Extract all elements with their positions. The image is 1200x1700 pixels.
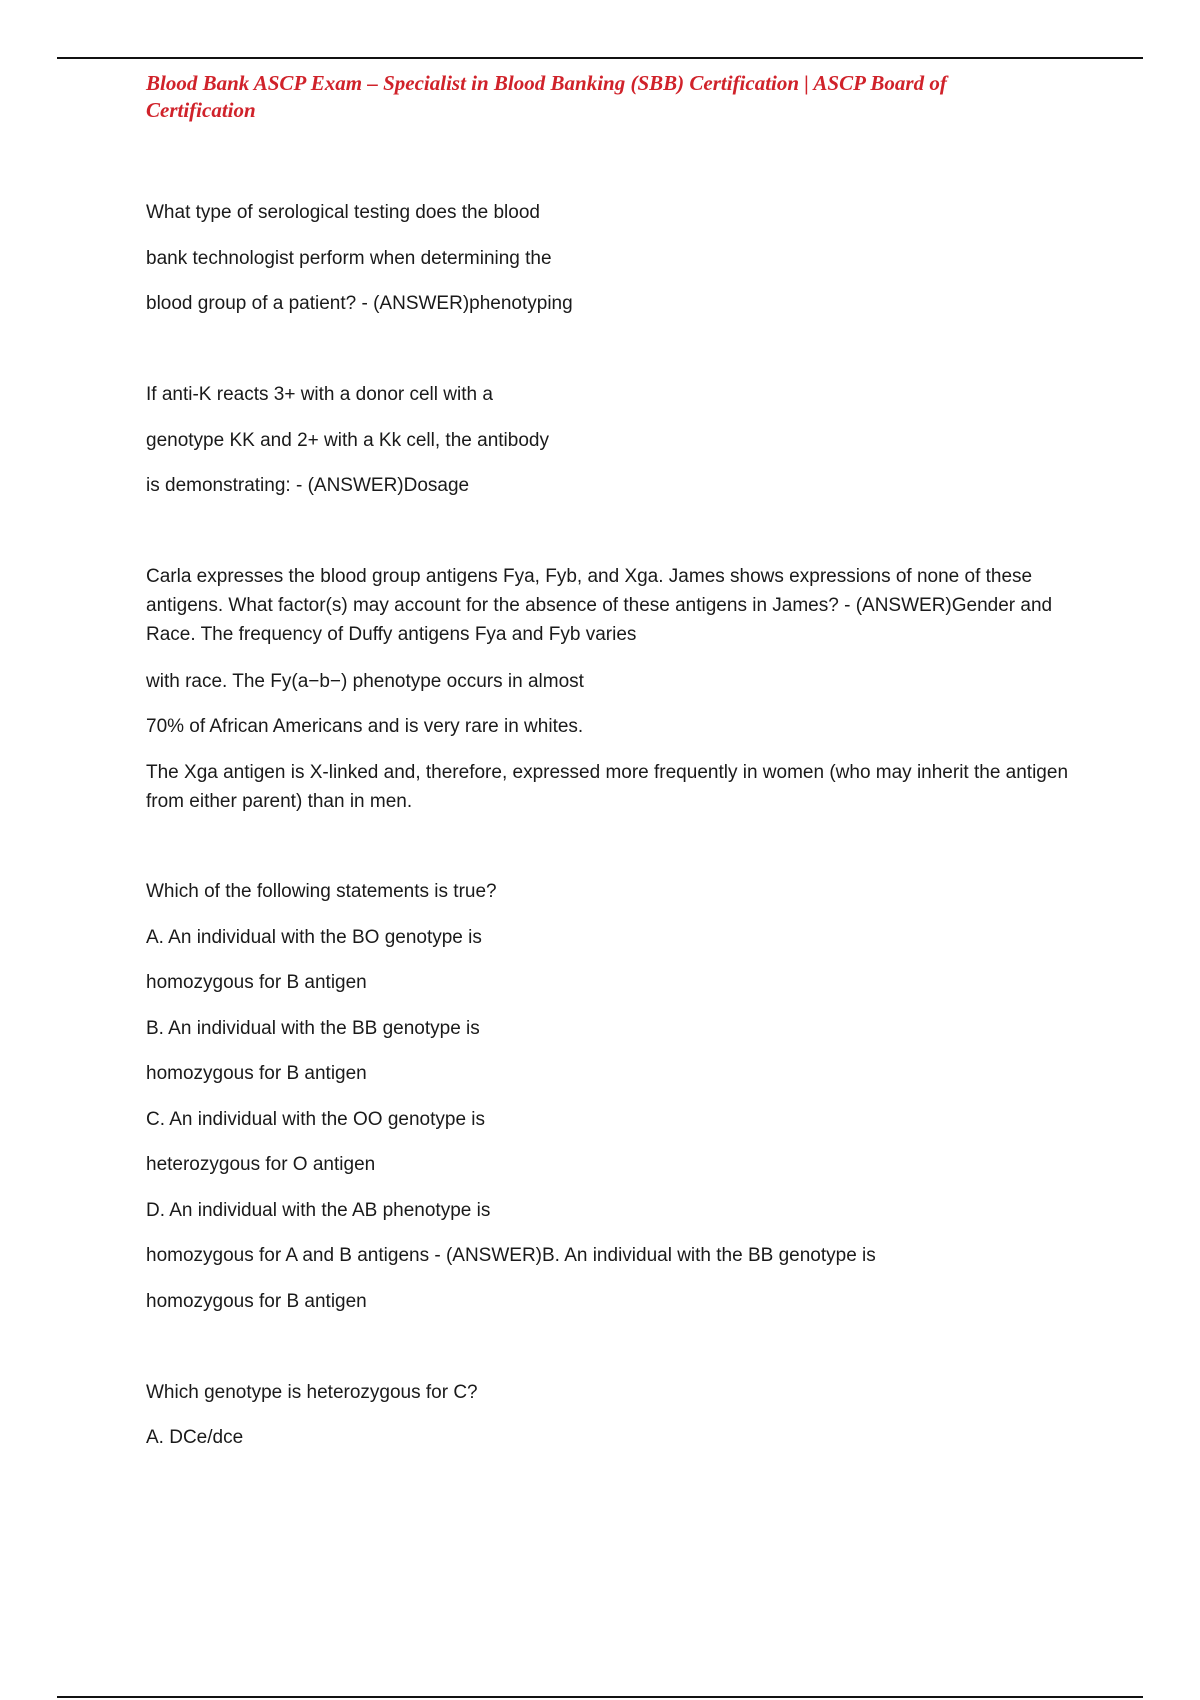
q4-line-1: Which of the following statements is true?	[146, 881, 497, 902]
q4-option-a: A. An individual with the BO genotype is	[146, 927, 482, 948]
q4-option-c: C. An individual with the OO genotype is	[146, 1109, 486, 1130]
q4-option-a-cont: homozygous for B antigen	[146, 972, 367, 993]
q1-line-1: What type of serological testing does the blood	[146, 202, 540, 223]
q5-line-1: Which genotype is heterozygous for C?	[146, 1382, 478, 1403]
q4-answer: homozygous for A and B antigens - (ANSWER)B. An individual with the BB genotype is	[146, 1245, 876, 1266]
q2-line-1: If anti-K reacts 3+ with a donor cell with a	[146, 384, 493, 405]
header-rule	[57, 57, 1143, 59]
q4-option-c-cont: heterozygous for O antigen	[146, 1154, 376, 1175]
q4-option-b-cont: homozygous for B antigen	[146, 1063, 367, 1084]
q4-option-b: B. An individual with the BB genotype is	[146, 1018, 480, 1039]
q5-option-a: A. DCe/dce	[146, 1427, 244, 1448]
q4-answer-cont: homozygous for B antigen	[146, 1291, 367, 1312]
document-title: Blood Bank ASCP Exam – Specialist in Blood Banking (SBB) Certification | ASCP Board of Certification	[146, 71, 947, 122]
q4-option-d: D. An individual with the AB phenotype is	[146, 1200, 491, 1221]
q2-line-2: genotype KK and 2+ with a Kk cell, the antibody	[146, 430, 549, 451]
q3-paragraph-1: Carla expresses the blood group antigens Fya, Fyb, and Xga. James shows expressions of none of these antigens. What factor(s) may account for the absence of these antigens in James? - (ANSWER)Gender and Race. The frequency of Duffy antigens Fya and Fyb varies	[146, 566, 1053, 645]
q1-line-3: blood group of a patient? - (ANSWER)phenotyping	[146, 293, 573, 314]
q2-line-3: is demonstrating: - (ANSWER)Dosage	[146, 475, 470, 496]
q3-line-2: 70% of African Americans and is very rare in whites.	[146, 716, 584, 737]
footer-rule	[57, 1696, 1143, 1698]
q3-line-1: with race. The Fy(a−b−) phenotype occurs in almost	[146, 671, 584, 692]
q3-paragraph-2: The Xga antigen is X-linked and, therefore, expressed more frequently in women (who may inherit the antigen from either parent) than in men.	[146, 762, 1069, 812]
q1-line-2: bank technologist perform when determining the	[146, 248, 552, 269]
